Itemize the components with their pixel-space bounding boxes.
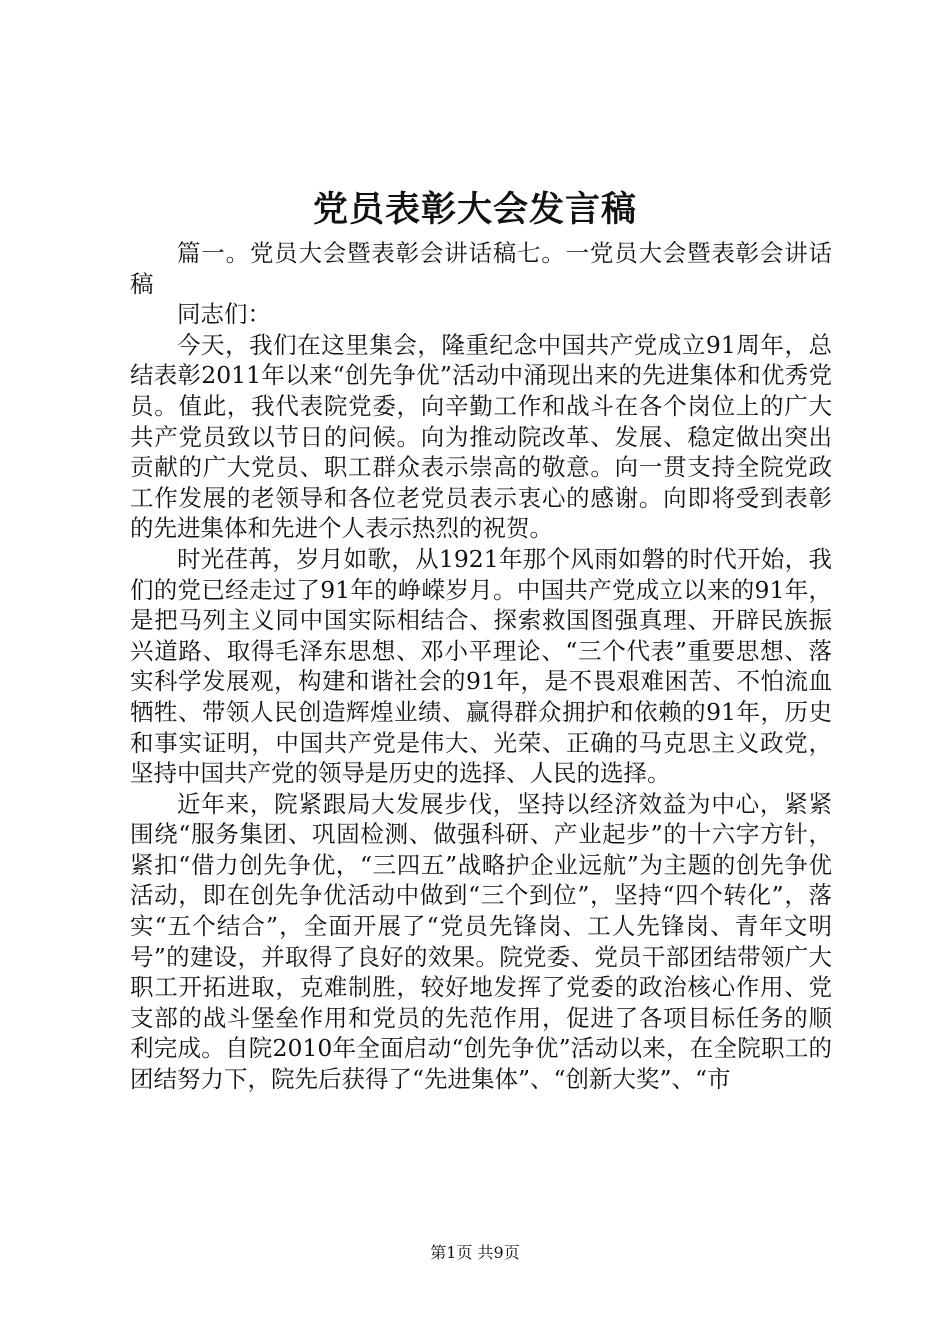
paragraph: 今天，我们在这里集会，隆重纪念中国共产党成立91周年，总结表彰2011年以来“创先争优”活动中涌现出来的先进集体和优秀党员。值此，我代表院党委，向辛勤工作和战斗在各个岗位上的广大共产党员致以节日的问候。向为推动院改革、发展、稳定做出突出贡献的广大党员、职工群众表示崇高的敬意。向一贯支持全院党政工作发展的老领导和各位老党员表示衷心的感谢。向即将受到表彰的先进集体和先进个人表示热烈的祝贺。 bbox=[130, 330, 832, 543]
document-body bbox=[130, 238, 832, 1095]
paragraph: 时光荏苒，岁月如歌，从1921年那个风雨如磐的时代开始，我们的党已经走过了91年的峥嵘岁月。中国共产党成立以来的91年，是把马列主义同中国实际相结合、探索救国图强真理、开辟民族振兴道路、取得毛泽东思想、邓小平理论、“三个代表”重要思想、落实科学发展观，构建和谐社会的91年，是不畏艰难困苦、不怕流血牺牲、带领人民创造辉煌业绩、赢得群众拥护和依赖的91年，历史和事实证明，中国共产党是伟大、光荣、正确的马克思主义政党，坚持中国共产党的领导是历史的选择、人民的选择。 bbox=[130, 544, 832, 788]
paragraph: 篇一。党员大会暨表彰会讲话稿七。一党员大会暨表彰会讲话稿 bbox=[130, 239, 832, 298]
document-title: 党员表彰大会发言稿 bbox=[312, 189, 637, 230]
paragraph: 同志们： bbox=[177, 300, 271, 329]
page-number-footer: 第1页 共9页 bbox=[430, 1243, 520, 1262]
paragraph: 近年来，院紧跟局大发展步伐，坚持以经济效益为中心，紧紧围绕“服务集团、巩固检测、做强科研、产业起步”的十六字方针，紧扣“借力创先争优，“三四五”战略护企业远航”为主题的创先争优活动，即在创先争优活动中做到“三个到位”，坚持“四个转化”，落实“五个结合”，全面开展了“党员先锋岗、工人先锋岗、青年文明号”的建设，并取得了良好的效果。院党委、党员干部团结带领广大职工开拓进取，克难制胜，较好地发挥了党委的政治核心作用、党支部的战斗堡垒作用和党员的先范作用，促进了各项目标任务的顺利完成。自院2010年全面启动“创先争优”活动以来，在全院职工的团结努力下，院先后获得了“先进集体”、“创新大奖”、“市 bbox=[130, 789, 832, 1094]
